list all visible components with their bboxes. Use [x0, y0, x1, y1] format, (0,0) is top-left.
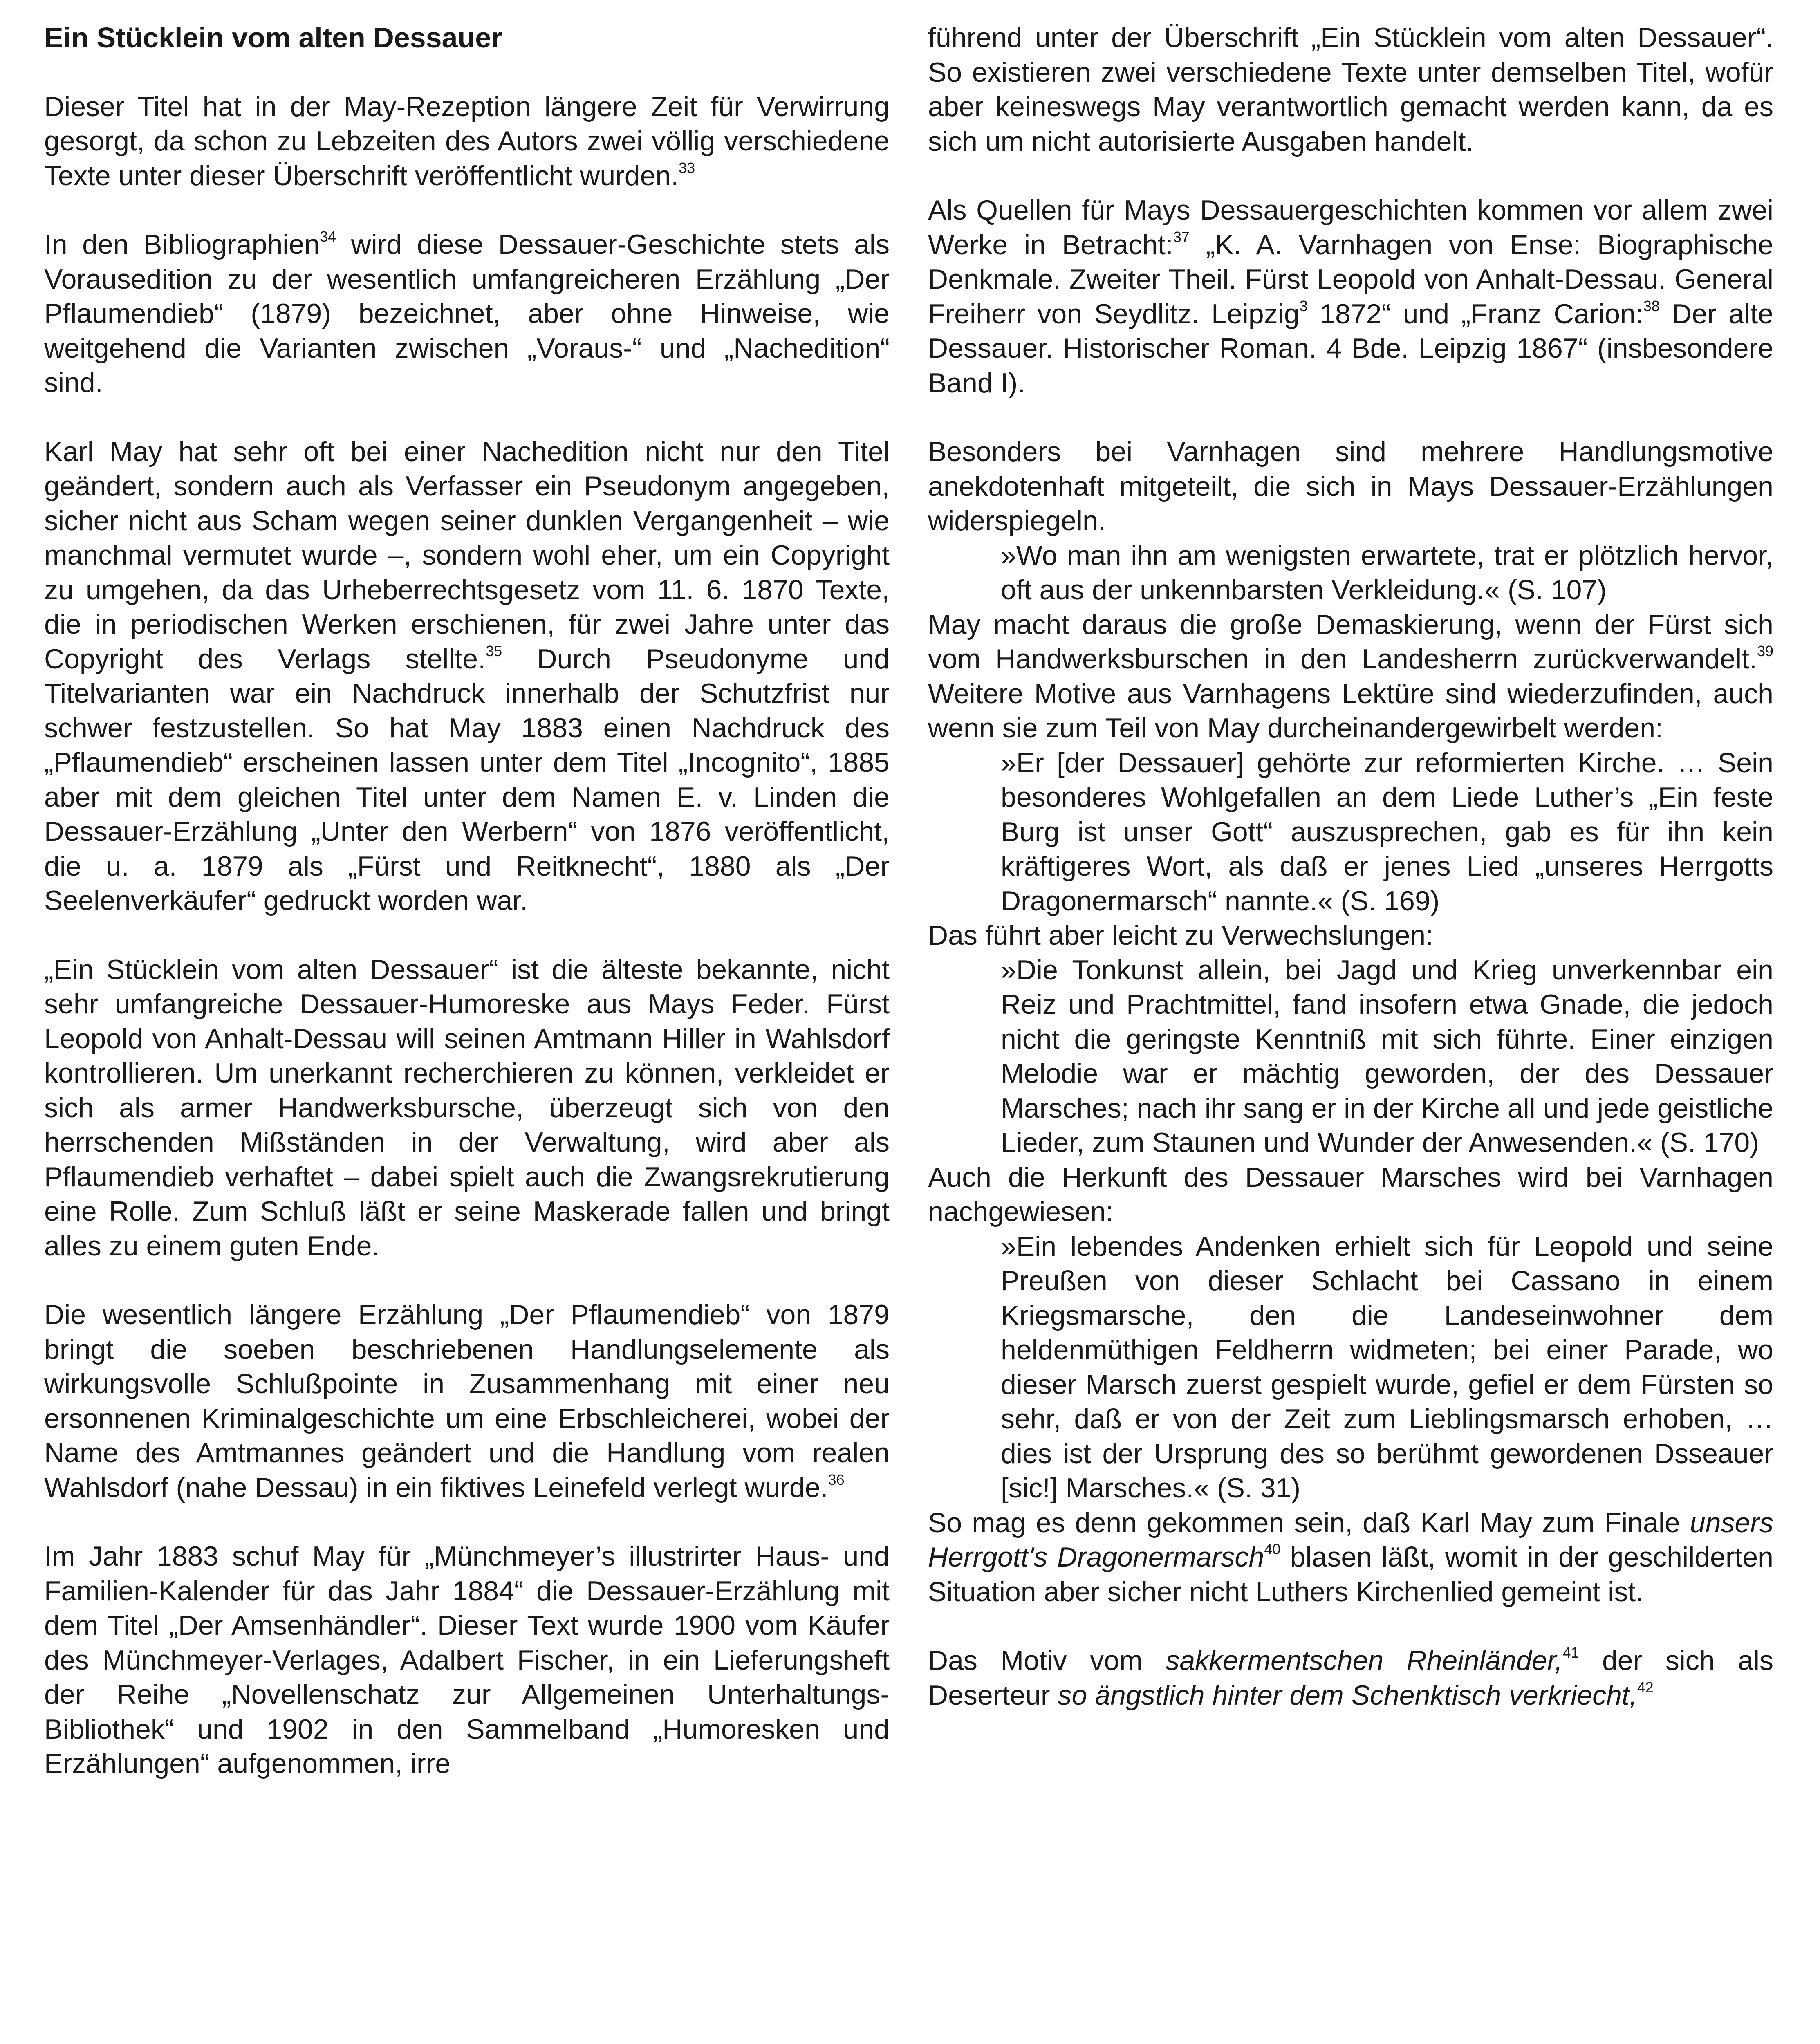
paragraph: Das Motiv vom sakkermentschen Rheinländer,$^{41}$ der sich als Deserteur so ängstlich hinter dem Schenktisch verkriecht,$^{42}$	[928, 1644, 1774, 1711]
paragraph: Dieser Titel hat in der May-Rezeption längere Zeit für Verwirrung gesorgt, da schon zu Lebzeiten des Autors zwei völlig verschiedene Texte unter dieser Überschrift veröffentlicht wurden.$^{33}$	[44, 91, 890, 191]
footnote-ref[interactable]: 40	[1264, 1541, 1281, 1558]
paragraph: In den Bibliographien$^{34}$ wird diese Dessauer-Geschichte stets als Vorausedition zu der wesentlich umfangreicheren Erzählung „Der Pflaumendieb“ (1879) bezeichnet, aber ohne Hinweise, wie weitgehend die Varianten zwischen „Voraus-“ und „Nachedition“ sind.	[44, 228, 890, 398]
paragraph: So mag es denn gekommen sein, daß Karl May zum Finale unsers Herrgott's Dragonermarsch$^{40}$ blasen läßt, womit in der geschilderten Situation aber sicher nicht Luthers Kirchenlied gemeint ist.	[928, 1507, 1773, 1607]
footnote-ref[interactable]: 42	[1637, 1679, 1654, 1696]
paragraph: Das führt aber leicht zu Verwechslungen:	[928, 920, 1434, 951]
paragraph: Besonders bei Varnhagen sind mehrere Handlungsmotive anekdotenhaft mitgeteilt, die sich in Mays Dessauer-Erzählungen widerspiegeln.	[928, 436, 1773, 536]
paragraph: May macht daraus die große Demaskierung, wenn der Fürst sich vom Handwerksburschen in den Landesherrn zurückverwandelt.$^{39}$ Weitere Motive aus Varnhagens Lektüre sind wiederzufinden, auch wenn sie zum Teil von May durcheinandergewirbelt werden:	[928, 609, 1773, 744]
right-column	[928, 20, 1773, 1712]
paragraph: Die wesentlich längere Erzählung „Der Pflaumendieb“ von 1879 bringt die soeben beschriebenen Handlungselemente als wirkungsvolle Schlußpointe in Zusammenhang mit einer neu ersonnenen Kriminalgeschichte um eine Erbschleicherei, wobei der Name des Amtmannes geändert und die Handlung vom realen Wahlsdorf (nahe Dessau) in ein fiktives Leinefeld verlegt wurde.$^{36}$	[44, 1299, 890, 1503]
footnote-ref[interactable]: 39	[1757, 643, 1773, 659]
block-quote: »Wo man ihn am wenigsten erwartete, trat er plötzlich hervor, oft aus der unkennbarsten Verkleidung.« (S. 107)	[1001, 540, 1773, 605]
footnote-ref[interactable]: 36	[828, 1471, 845, 1488]
footnote-ref[interactable]: 37	[1173, 228, 1190, 245]
paragraph: „Ein Stücklein vom alten Dessauer“ ist die älteste bekannte, nicht sehr umfangreiche Dessauer-Humoreske aus Mays Feder. Fürst Leopold von Anhalt-Dessau will seinen Amtmann Hiller in Wahlsdorf kontrollieren. Um unerkannt recherchieren zu können, verkleidet er sich als armer Handwerksbursche, überzeugt sich von den herrschenden Mißständen in der Verwaltung, wird aber als Pflaumendieb verhaftet – dabei spielt auch die Zwangsrekrutierung eine Rolle. Zum Schluß läßt er seine Maskerade fallen und bringt alles zu einem guten Ende.	[44, 954, 890, 1262]
paragraph: Auch die Herkunft des Dessauer Marsches wird bei Varnhagen nachgewiesen:	[928, 1161, 1773, 1227]
left-column	[44, 20, 890, 1781]
footnote-ref[interactable]: 34	[320, 228, 336, 245]
footnote-ref[interactable]: 35	[486, 642, 502, 659]
paragraph: führend unter der Überschrift „Ein Stücklein vom alten Dessauer“. So existieren zwei verschiedene Texte unter demselben Titel, wofür aber keineswegs May verantwortlich gemacht werden kann, da es sich um nicht autorisierte Ausgaben handelt.	[928, 22, 1773, 157]
footnote-ref[interactable]: 41	[1562, 1644, 1579, 1661]
block-quote: »Er [der Dessauer] gehörte zur reformierten Kirche. … Sein besonderes Wohlgefallen an dem Liede Luther’s „Ein feste Burg ist unser Gott“ auszusprechen, gab es für ihn kein kräftigeres Wort, als daß er jenes Lied „unseres Herrgotts Dragonermarsch“ nannte.« (S. 169)	[1001, 747, 1773, 917]
block-quote: »Die Tonkunst allein, bei Jagd und Krieg unverkennbar ein Reiz und Prachtmittel, fand insofern etwa Gnade, die jedoch nicht die geringste Kenntniß mit sich führte. Einer einzigen Melodie war er mächtig geworden, der des Dessauer Marsches; nach ihr sang er in der Kirche all und jede geistliche Lieder, zum Staunen und Wunder der Anwesenden.« (S. 170)	[1001, 954, 1773, 1158]
block-quote: »Ein lebendes Andenken erhielt sich für Leopold und seine Preußen von dieser Schlacht bei Cassano in einem Kriegsmarsche, den die Landeseinwohner dem heldenmüthigen Feldherrn widmeten; bei einer Parade, wo dieser Marsch zuerst gespielt wurde, gefiel er dem Fürsten so sehr, daß er von der Zeit zum Lieblingsmarsch erhoben, … dies ist der Ursprung des so berühmt gewordenen Dsseauer [sic!] Marsches.« (S. 31)	[1001, 1230, 1773, 1504]
footnote-ref[interactable]: 33	[679, 159, 695, 176]
edition-superscript: 3	[1299, 297, 1308, 314]
paragraph: Als Quellen für Mays Dessauergeschichten kommen vor allem zwei Werke in Betracht:$^{37}$ „K. A. Varnhagen von Ense: Biographische Denkmale. Zweiter Theil. Fürst Leopold von Anhalt-Dessau. General Freiherr von Seydlitz. Leipzig$^3$ 1872“ und „Franz Carion:$^{38}$ Der alte Dessauer. Historischer Roman. 4 Bde. Leipzig 1867“ (insbesondere Band I).	[928, 195, 1774, 399]
paragraph: Karl May hat sehr oft bei einer Nachedition nicht nur den Titel geändert, sondern auch als Verfasser ein Pseudonym angegeben, sicher nicht aus Scham wegen seiner dunklen Vergangenheit – wie manchmal vermutet wurde –, sondern wohl eher, um ein Copyright zu umgehen, da das Urheberrechtsgesetz vom 11. 6. 1870 Texte, die in periodischen Werken erschienen, für zwei Jahre unter das Copyright des Verlags stellte.$^{35}$ Durch Pseudonyme und Titelvarianten war ein Nachdruck innerhalb der Schutzfrist nur schwer festzustellen. So hat May 1883 einen Nachdruck des „Pflaumendieb“ erscheinen lassen unter dem Titel „Incognito“, 1885 aber mit dem gleichen Titel unter dem Namen E. v. Linden die Dessauer-Erzählung „Unter den Werbern“ von 1876 veröffentlicht, die u. a. 1879 als „Fürst und Reitknecht“, 1880 als „Der Seelenverkäufer“ gedruckt worden war.	[44, 436, 890, 916]
paragraph: Im Jahr 1883 schuf May für „Münchmeyer’s illustrirter Haus- und Familien-Kalender für das Jahr 1884“ die Dessauer-Erzählung mit dem Titel „Der Amsenhändler“. Dieser Text wurde 1900 vom Käufer des Münchmeyer-Verlages, Adalbert Fischer, in ein Lieferungsheft der Reihe „Novellenschatz zur Allgemeinen Unterhaltungs-Bibliothek“ und 1902 in den Sammelband „Humoresken und Erzählungen“ aufgenommen, irre	[44, 1541, 890, 1779]
section-title: Ein Stücklein vom alten Dessauer	[44, 22, 502, 54]
footnote-ref[interactable]: 38	[1643, 297, 1660, 314]
